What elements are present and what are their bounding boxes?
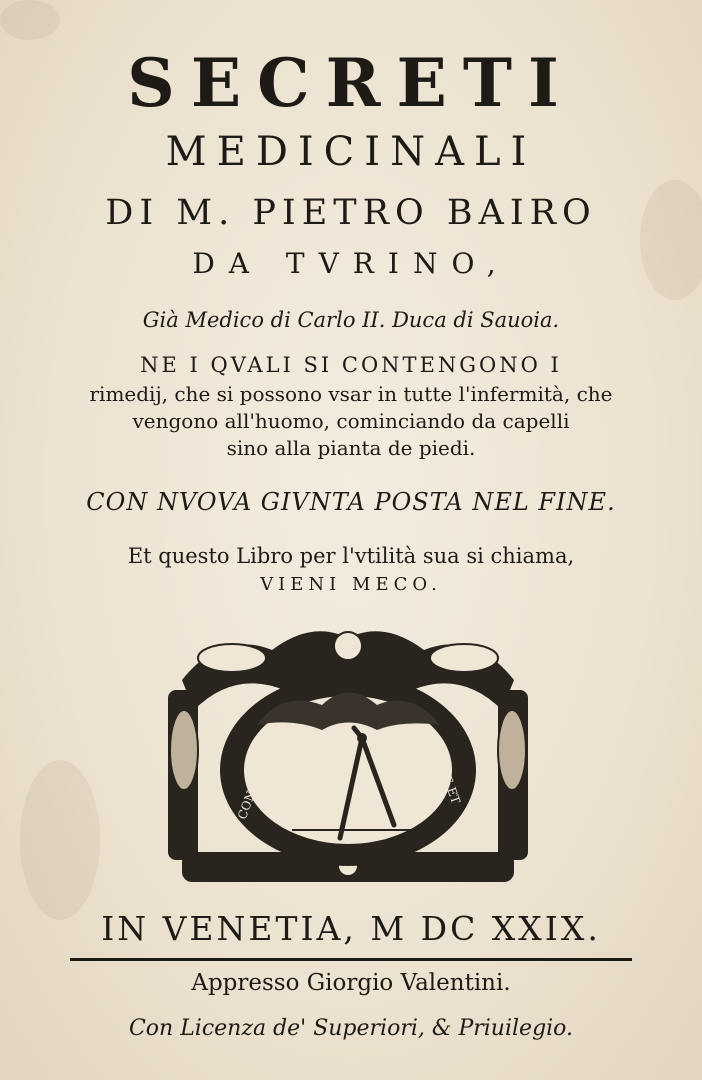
printer-line: Appresso Giorgio Valentini.	[191, 970, 511, 996]
author-origin: DA TVRINO,	[192, 247, 510, 280]
divider-rule	[70, 958, 632, 961]
description-line-2: rimedij, che si possono vsar in tutte l'infermità, che	[89, 382, 613, 406]
description-line-1: NE I QVALI SI CONTENGONO I	[140, 353, 562, 377]
imprint-place-date: IN VENETIA, M DC XXIX.	[101, 909, 601, 948]
book-name-line-1: Et questo Libro per l'vtilità sua si chiama,	[127, 544, 575, 568]
book-name-line-2: VIENI MECO.	[260, 574, 442, 595]
left-figure	[170, 710, 198, 790]
printers-device-emblem	[162, 620, 534, 892]
right-wing	[430, 644, 498, 672]
motto-right: LABORE ET	[424, 731, 463, 806]
description-line-3: vengono all'huomo, cominciando da capelli	[132, 409, 570, 433]
left-wing	[198, 644, 266, 672]
author-line: DI M. PIETRO BAIRO	[105, 193, 597, 233]
description-line-4: sino alla pianta de piedi.	[226, 436, 476, 460]
book-title: SECRETI	[127, 44, 575, 122]
license-line: Con Licenza de' Superiori, & Priuilegio.	[128, 1016, 574, 1041]
addition-note: CON NVOVA GIVNTA POSTA NEL FINE.	[86, 488, 616, 516]
central-mask	[334, 632, 362, 660]
book-title-line-2: MEDICINALI	[165, 129, 537, 175]
motto-left: CONSTANTIA	[235, 735, 278, 822]
author-credentials: Già Medico di Carlo II. Duca di Sauoia.	[142, 308, 560, 332]
right-figure	[498, 710, 526, 790]
